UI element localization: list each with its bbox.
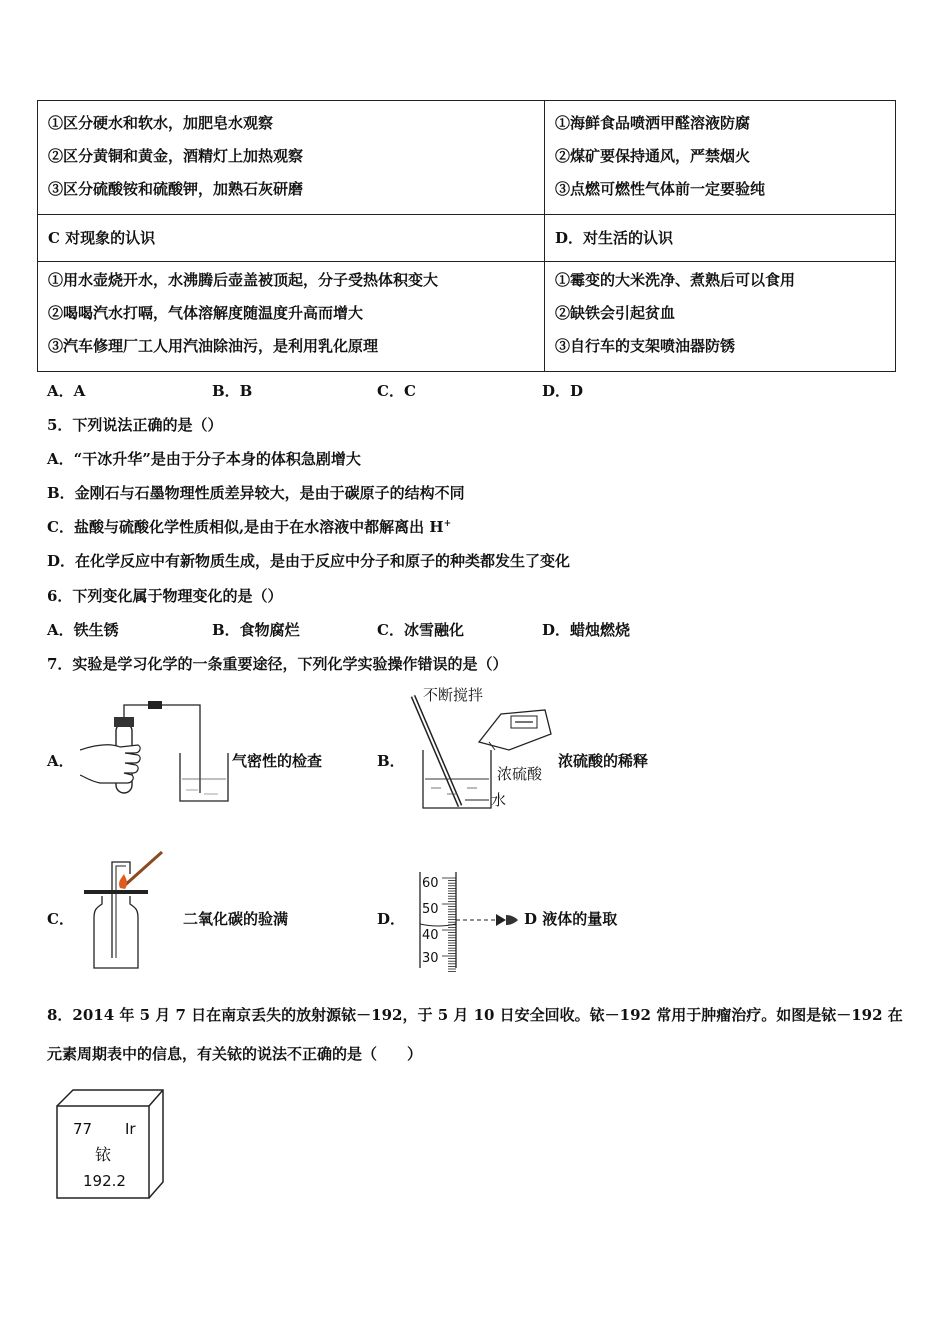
rubber-connector	[148, 701, 162, 709]
cell-b-item-1: ①海鲜食品喷洒甲醛溶液防腐	[555, 114, 751, 132]
airtight-check-figure	[80, 695, 230, 810]
hand-icon	[80, 745, 140, 783]
cell-c-item-3: ③汽车修理厂工人用汽油除油污，是利用乳化原理	[48, 337, 379, 355]
acid-dilution-figure	[405, 684, 553, 814]
cell-a	[38, 101, 545, 215]
co2-test-figure	[62, 848, 170, 972]
stopper	[114, 717, 134, 727]
tick-label-50: 50	[422, 902, 439, 917]
stir-label: 不断搅拌	[423, 686, 484, 704]
q7-stem: 7．实验是学习化学的一条重要途径，下列化学实验操作错误的是（）	[47, 655, 508, 673]
q7-option-a-letter[interactable]: A．	[47, 752, 74, 770]
element-card-iridium	[55, 1088, 165, 1202]
d-header-text: D．对生活的认识	[555, 229, 674, 247]
q5-option-c[interactable]	[47, 516, 451, 537]
tick-label-30: 30	[422, 951, 439, 966]
q7-option-d-letter[interactable]: D．	[377, 910, 406, 928]
q8-stem-line1: 8．2014 年 5 月 7 日在南京丢失的放射源铱－192，于 5 月 10 日安全回收。铱－192 常用于肿瘤治疗。如图是铱－192 在	[47, 1006, 903, 1024]
water-label: 水	[491, 791, 507, 809]
arrow-head	[496, 914, 506, 926]
c-header-text: C 对现象的认识	[48, 229, 156, 247]
q6-option-b[interactable]: B．食物腐烂	[212, 621, 300, 639]
cylinder-reading-figure	[412, 868, 522, 972]
element-symbol: Ir	[125, 1120, 136, 1138]
meniscus	[420, 924, 456, 926]
q4-option-a[interactable]: A．A	[47, 382, 86, 400]
q4-option-d[interactable]: D．D	[542, 382, 584, 400]
q8-stem-line2: 元素周期表中的信息，有关铱的说法不正确的是（ ）	[47, 1045, 423, 1063]
cell-b-item-2: ②煤矿要保持通风，严禁烟火	[555, 147, 751, 165]
q6-stem: 6．下列变化属于物理变化的是（）	[47, 587, 283, 605]
delivery-tube	[112, 862, 130, 958]
acid-label: 浓硫酸	[497, 765, 543, 783]
q5-option-d[interactable]: D．在化学反应中有新物质生成，是由于反应中分子和原子的种类都发生了变化	[47, 552, 571, 570]
q7-option-c-caption: 二氧化碳的验满	[183, 910, 289, 928]
cell-c-item-2: ②喝喝汽水打嗝，气体溶解度随温度升高而增大	[48, 304, 364, 322]
cell-a-item-1: ①区分硬水和软水，加肥皂水观察	[48, 114, 274, 132]
q6-option-c[interactable]: C．冰雪融化	[377, 621, 464, 639]
element-name: 铱	[95, 1145, 112, 1164]
flame-icon	[119, 874, 127, 889]
cell-d-header	[545, 215, 896, 262]
q7-option-b-letter[interactable]: B．	[377, 752, 405, 770]
q7-option-a-caption: 气密性的检查	[232, 752, 323, 770]
cell-a-item-3: ③区分硫酸铵和硫酸钾，加熟石灰研磨	[48, 180, 304, 198]
q4-option-b[interactable]: B．B	[212, 382, 253, 400]
atomic-number: 77	[73, 1120, 93, 1138]
q6-option-d[interactable]: D．蜡烛燃烧	[542, 621, 631, 639]
cell-d-item-1: ①霉变的大米洗净、煮熟后可以食用	[555, 271, 796, 289]
atomic-mass: 192.2	[83, 1172, 126, 1190]
glass-rod-highlight	[413, 696, 460, 806]
cell-d-item-2: ②缺铁会引起贫血	[555, 304, 676, 322]
q7-option-c-letter[interactable]: C．	[47, 910, 74, 928]
cell-c	[38, 262, 545, 372]
q4-option-c[interactable]: C．C	[377, 382, 416, 400]
tick-label-60: 60	[422, 876, 439, 891]
q6-option-a[interactable]: A．铁生锈	[47, 621, 119, 639]
cell-c-header	[38, 215, 545, 262]
q7-option-d-caption: D 液体的量取	[524, 910, 618, 928]
q5-option-a[interactable]: A．“干冰升华”是由于分子本身的体积急剧增大	[47, 450, 361, 468]
q5-option-c-text: C．盐酸与硫酸化学性质相似,是由于在水溶液中都解离出 H	[47, 518, 444, 536]
comparison-table	[37, 100, 896, 372]
q5-option-c-sup: +	[443, 519, 452, 529]
cell-c-item-1: ①用水壶烧开水，水沸腾后壶盖被顶起，分子受热体积变大	[48, 271, 439, 289]
tick-label-40: 40	[422, 928, 439, 943]
q5-stem: 5．下列说法正确的是（）	[47, 416, 223, 434]
card-edge	[149, 1090, 163, 1106]
eye-icon	[506, 915, 518, 925]
cell-a-item-2: ②区分黄铜和黄金，酒精灯上加热观察	[48, 147, 304, 165]
q5-option-b[interactable]: B．金刚石与石墨物理性质差异较大，是由于碳原子的结构不同	[47, 484, 465, 502]
q7-option-b-caption: 浓硫酸的稀释	[558, 752, 649, 770]
cell-b	[545, 101, 896, 215]
cell-d	[545, 262, 896, 372]
cell-b-item-3: ③点燃可燃性气体前一定要验纯	[555, 180, 766, 198]
cell-d-item-3: ③自行车的支架喷油器防锈	[555, 337, 736, 355]
